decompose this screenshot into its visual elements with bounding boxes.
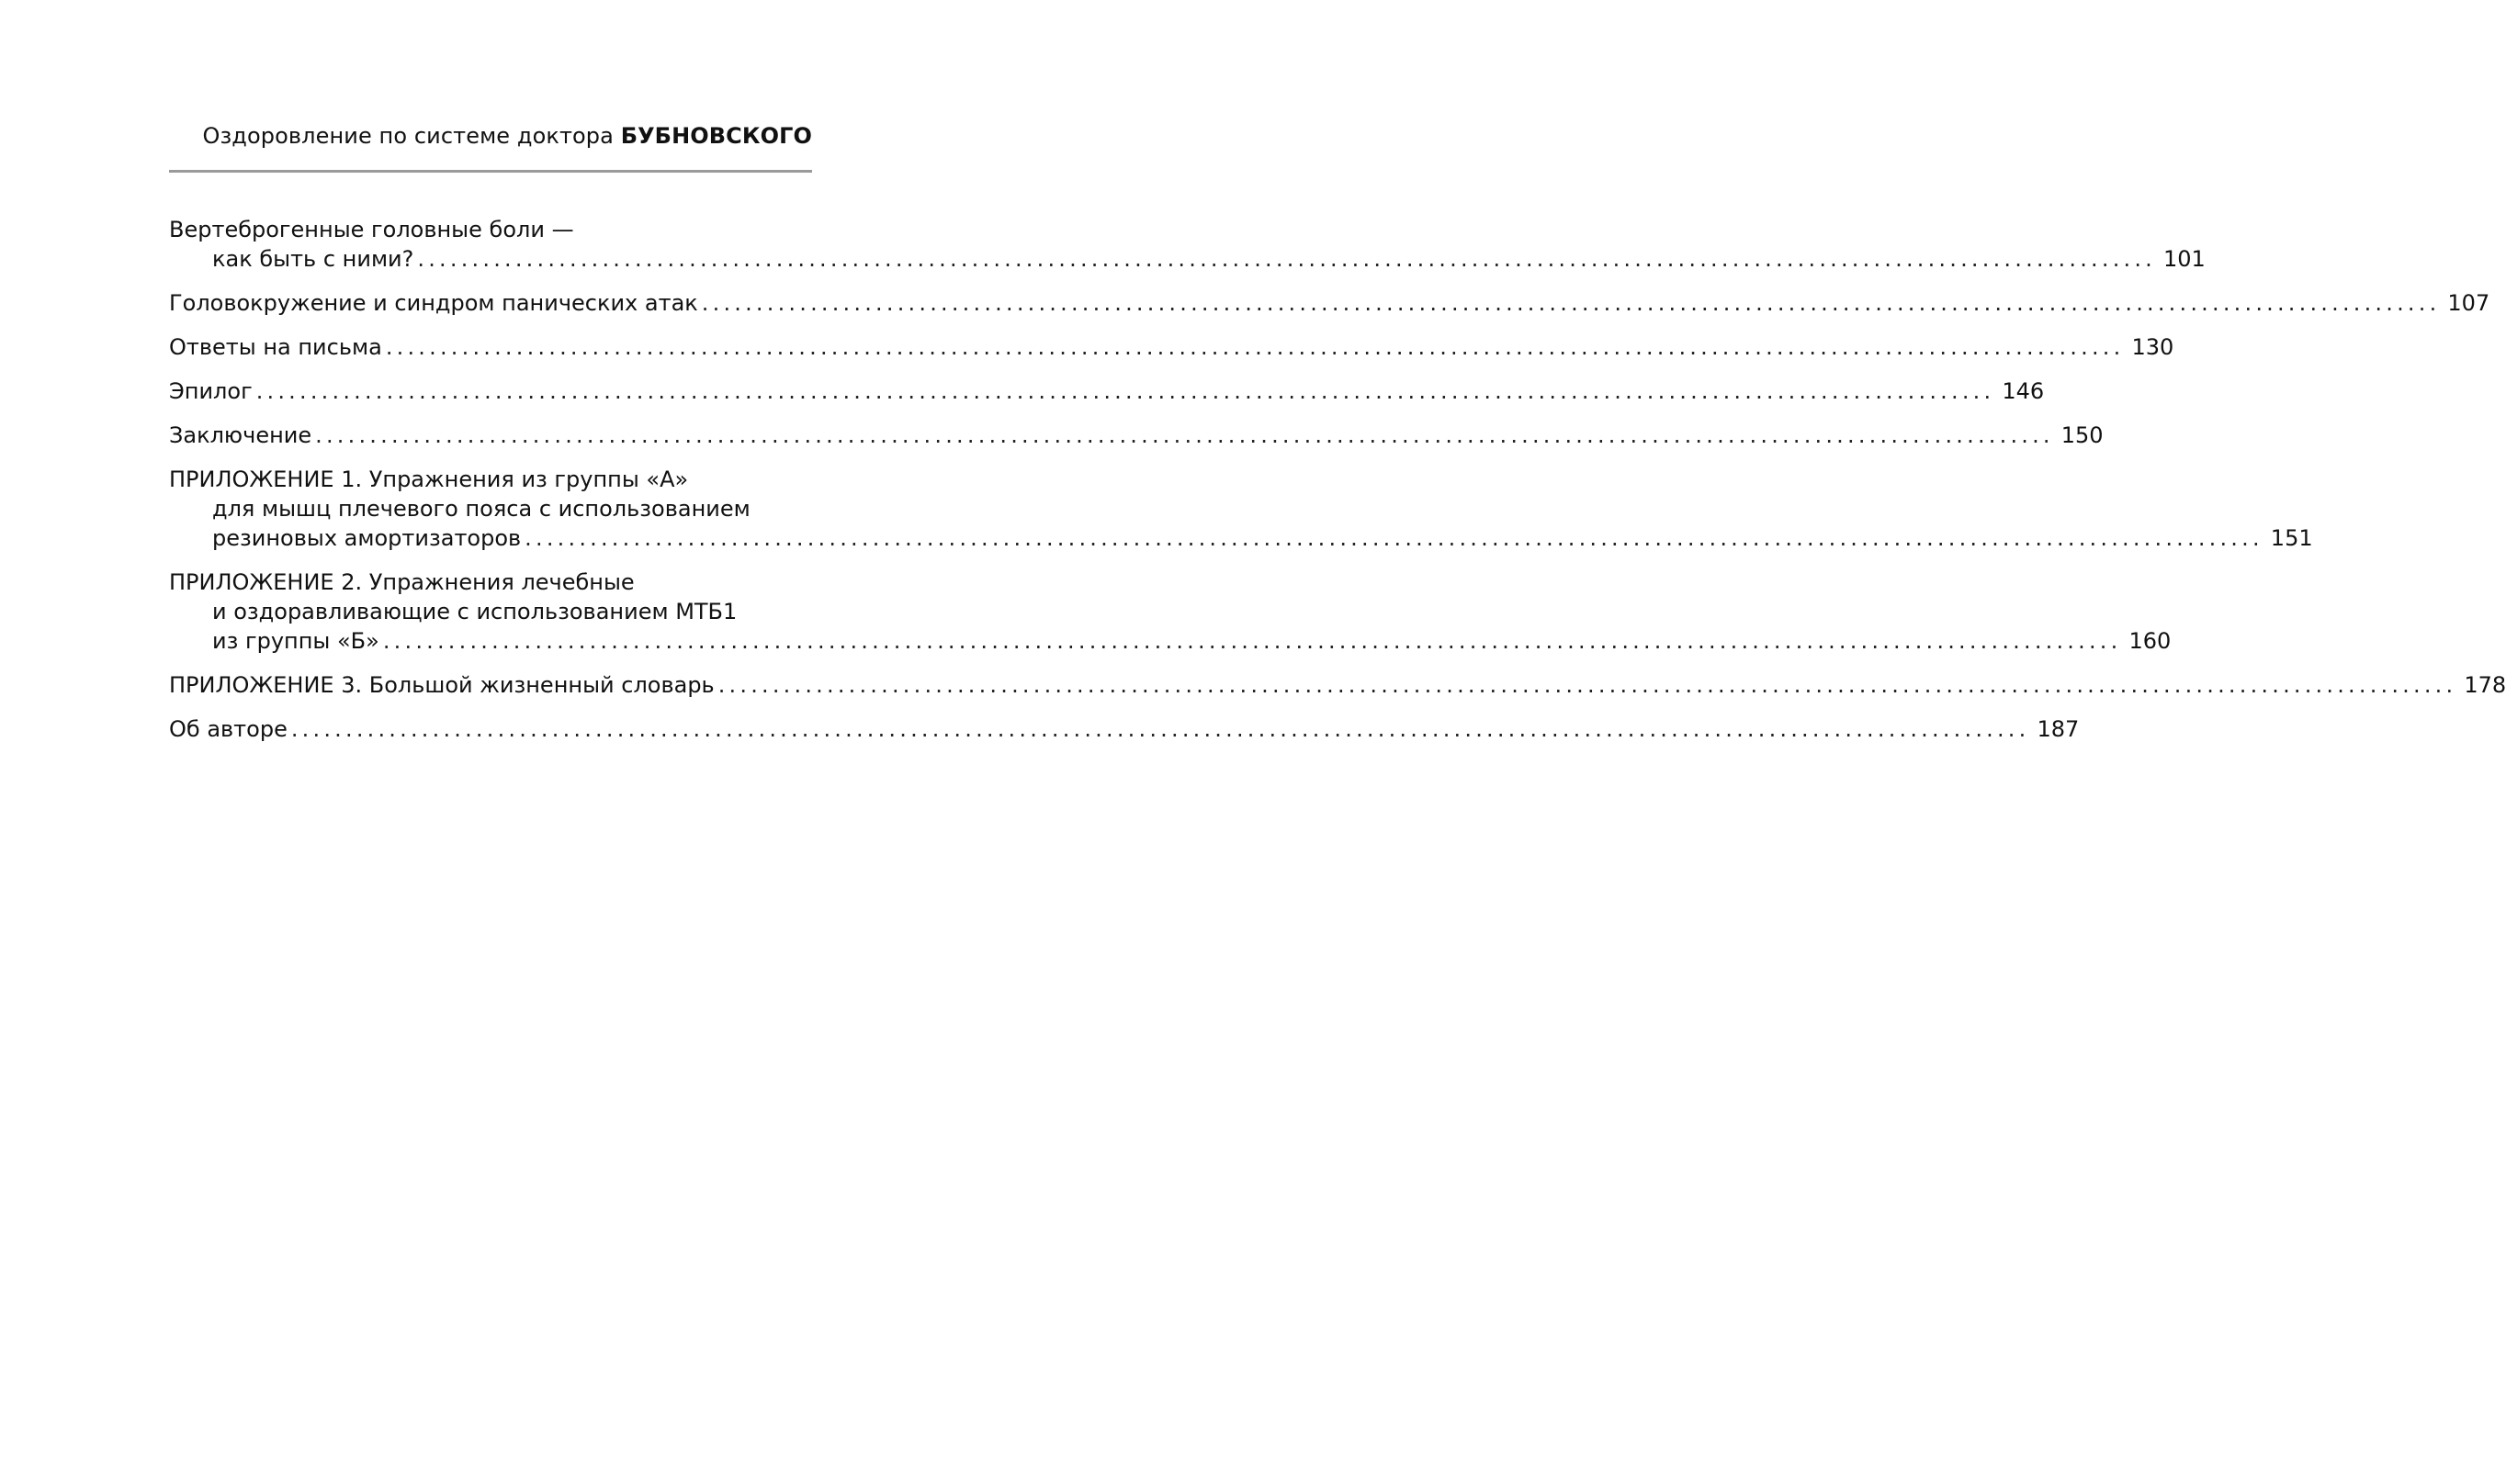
toc-entry-line: Об авторе <box>169 716 288 742</box>
running-header <box>169 123 812 149</box>
toc-entry-headaches <box>169 215 2206 274</box>
page-number: 150 <box>2060 422 2104 448</box>
toc-entry-line: Вертеброгенные головные боли — <box>169 217 574 242</box>
toc-entry-dizziness <box>169 288 2490 318</box>
running-header-title: Оздоровление по системе доктора <box>202 123 621 149</box>
toc-entry-line: резиновых амортизаторов <box>212 525 522 551</box>
toc-entry-epilogue <box>169 377 2045 406</box>
toc-entry-line: ПРИЛОЖЕНИЕ 3. Большой жизненный словарь <box>169 672 715 698</box>
toc-entry-line: как быть с ними? <box>212 246 414 272</box>
dot-leader: ................................................................................................................................................................ <box>255 378 1995 404</box>
toc-entry-letters <box>169 332 2174 362</box>
toc-entry-final-line <box>169 626 2172 656</box>
toc-entry-final-line <box>169 523 2313 553</box>
dot-leader: ................................................................................................................................................................ <box>717 672 2457 698</box>
dot-leader: ................................................................................................................................................................ <box>290 716 2030 742</box>
toc-entry-final-line <box>169 244 2206 274</box>
header-rule <box>169 170 812 173</box>
page-number: 107 <box>2447 290 2490 316</box>
toc-entry-final-line <box>169 421 2104 450</box>
dot-leader: ................................................................................................................................................................ <box>385 334 2125 360</box>
running-header-author: БУБНОВСКОГО <box>620 123 812 149</box>
toc-entry-about-author <box>169 714 2080 744</box>
page-number: 151 <box>2270 525 2313 551</box>
page-number: 160 <box>2128 628 2172 654</box>
dot-leader: ................................................................................................................................................................ <box>315 422 2054 448</box>
dot-leader: ................................................................................................................................................................ <box>525 525 2263 551</box>
page-number: 146 <box>2002 378 2045 404</box>
dot-leader: ................................................................................................................................................................ <box>701 290 2441 316</box>
toc-entry-final-line <box>169 377 2045 406</box>
toc-entry-line: ПРИЛОЖЕНИЕ 1. Упражнения из группы «А» <box>169 467 689 492</box>
toc-entry-final-line <box>169 714 2080 744</box>
toc-entry-line: из группы «Б» <box>212 628 379 654</box>
dot-leader: ................................................................................................................................................................ <box>382 628 2122 654</box>
toc-entry-appendix-2 <box>169 568 2172 656</box>
toc-entry-line: для мышц плечевого пояса с использованием <box>212 496 751 522</box>
toc-entry-line: Ответы на письма <box>169 334 382 360</box>
toc-entry-conclusion <box>169 421 2104 450</box>
toc-entry-line: и оздоравливающие с использованием МТБ1 <box>212 599 738 624</box>
table-of-contents <box>169 215 2506 759</box>
page-number: 178 <box>2464 672 2506 698</box>
page-number: 187 <box>2037 716 2080 742</box>
toc-entry-line: Эпилог <box>169 378 253 404</box>
page-number: 130 <box>2131 334 2174 360</box>
toc-entry-appendix-3 <box>169 670 2506 700</box>
toc-entry-final-line <box>169 670 2506 700</box>
dot-leader: ................................................................................................................................................................ <box>417 246 2157 272</box>
toc-entry-final-line <box>169 288 2490 318</box>
page-number: 101 <box>2163 246 2206 272</box>
toc-entry-final-line <box>169 332 2174 362</box>
toc-entry-line: ПРИЛОЖЕНИЕ 2. Упражнения лечебные <box>169 569 635 595</box>
toc-entry-appendix-1 <box>169 465 2313 553</box>
toc-entry-line: Заключение <box>169 422 312 448</box>
toc-entry-line: Головокружение и синдром панических атак <box>169 290 698 316</box>
